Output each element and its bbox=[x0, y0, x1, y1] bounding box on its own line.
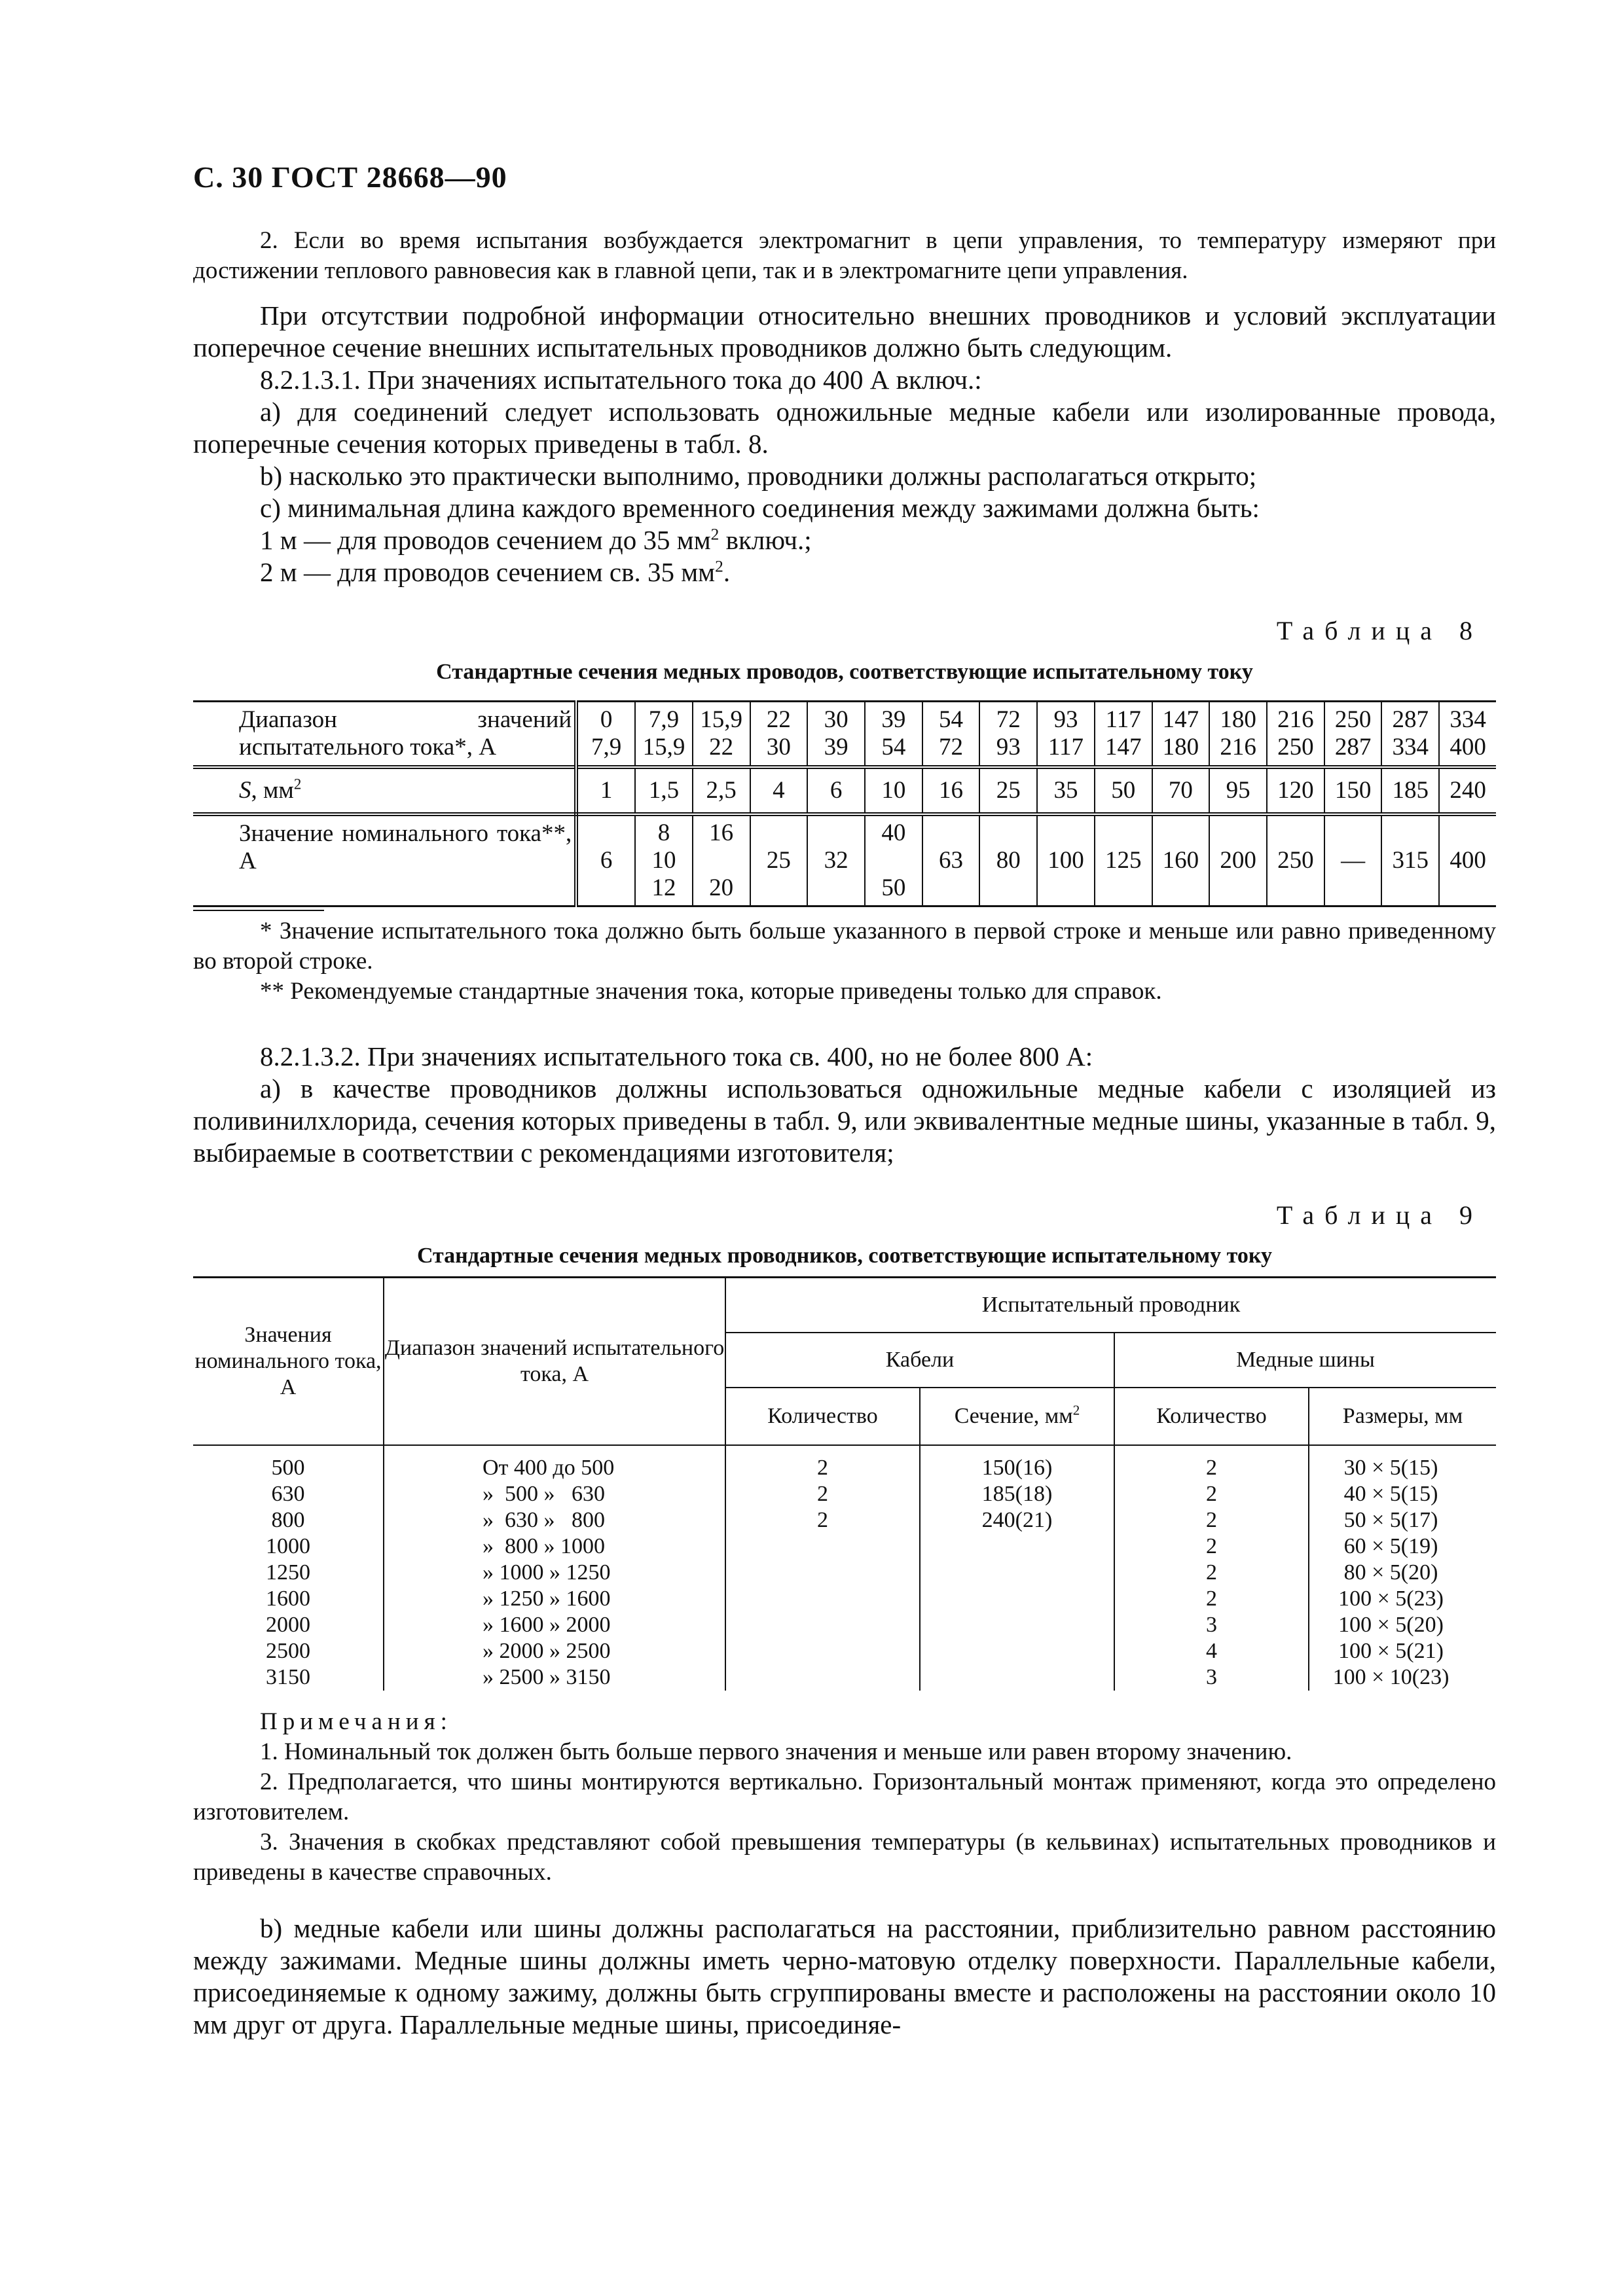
nominal-value: 63 bbox=[939, 847, 964, 874]
range-high: 39 bbox=[824, 734, 848, 761]
table8-section-cell: 1 bbox=[576, 767, 635, 814]
range-high: 147 bbox=[1104, 734, 1142, 761]
test-current-range: » 630 » 800 bbox=[483, 1508, 605, 1532]
nominal-value bbox=[696, 847, 747, 874]
range-high: 7,9 bbox=[591, 734, 622, 761]
table8-section-cell: 4 bbox=[750, 767, 808, 814]
table8-nominal-cell bbox=[693, 814, 750, 906]
table8-section-cell: 95 bbox=[1209, 767, 1267, 814]
nominal-value: 12 bbox=[651, 874, 676, 901]
table9-h-qty: Количество bbox=[725, 1388, 920, 1445]
s-unit-sup: 2 bbox=[293, 776, 302, 793]
bar-quantity: 4 bbox=[1206, 1639, 1217, 1663]
test-current-range: От 400 до 500 bbox=[483, 1456, 615, 1480]
cable-section bbox=[921, 1664, 1114, 1691]
c1-sup: 2 bbox=[710, 525, 720, 544]
table8-nominal-cell bbox=[807, 814, 865, 906]
range-low: 117 bbox=[1105, 706, 1141, 733]
table8-section-cell: 6 bbox=[807, 767, 865, 814]
range-high: 15,9 bbox=[642, 734, 685, 761]
cable-quantity bbox=[726, 1664, 919, 1691]
bar-size: 100 × 10(23) bbox=[1332, 1665, 1450, 1689]
table8-range-cell bbox=[865, 702, 922, 768]
test-current-range: » 2500 » 3150 bbox=[483, 1665, 611, 1689]
table8-nominal-cell bbox=[865, 814, 922, 906]
table8-section-cell: 25 bbox=[979, 767, 1037, 814]
cable-section bbox=[921, 1612, 1114, 1638]
nominal-value: 250 bbox=[1277, 847, 1314, 874]
nominal-current-value: 3150 bbox=[266, 1665, 310, 1689]
cable-quantity bbox=[726, 1534, 919, 1560]
table8-range-cell bbox=[1152, 702, 1210, 768]
cable-quantity: 2 bbox=[817, 1456, 828, 1480]
table8-nominal-cell bbox=[1381, 814, 1439, 906]
range-low: 147 bbox=[1162, 706, 1199, 733]
table9-col-bar-size bbox=[1309, 1445, 1496, 1691]
table8-section-cell: 1,5 bbox=[635, 767, 693, 814]
table9-h-size: Размеры, мм bbox=[1309, 1388, 1496, 1445]
cable-section bbox=[921, 1638, 1114, 1664]
table9-h-qty2: Количество bbox=[1114, 1388, 1309, 1445]
nominal-current-value: 500 bbox=[271, 1456, 305, 1480]
note-2-text: 2. Если во время испытания возбуждается электромагнит в цепи управления, то температуру измеряют при достижении теплового равновесия как в главной цепи, так и в электромагните цепи управления. bbox=[193, 227, 1496, 284]
nominal-current-value: 800 bbox=[271, 1508, 305, 1532]
table8-range-cell bbox=[635, 702, 693, 768]
table8-section-cell: 185 bbox=[1381, 767, 1439, 814]
note-1: 1. Номинальный ток должен быть больше первого значения и меньше или равен второму значению. bbox=[260, 1738, 1292, 1765]
table8-nominal-cell bbox=[1095, 814, 1152, 906]
nominal-current-value: 1000 bbox=[266, 1534, 310, 1558]
range-low: 15,9 bbox=[700, 706, 743, 733]
table-8 bbox=[193, 700, 1496, 907]
clause-item-b: b) насколько это практически выполнимо, проводники должны располагаться открыто; bbox=[260, 461, 1257, 491]
table9-h-range: Диапазон значений испытательного тока, А bbox=[384, 1278, 725, 1446]
nominal-current-value: 630 bbox=[271, 1482, 305, 1506]
cable-quantity bbox=[726, 1586, 919, 1612]
table9-col-range bbox=[384, 1445, 725, 1691]
table8-nominal-cell bbox=[1037, 814, 1095, 906]
range-low: 39 bbox=[881, 706, 906, 733]
cable-section: 185(18) bbox=[981, 1482, 1053, 1506]
nominal-value: 160 bbox=[1162, 847, 1199, 874]
nominal-value: 100 bbox=[1048, 847, 1084, 874]
table-9 bbox=[193, 1276, 1496, 1691]
bar-size: 50 × 5(17) bbox=[1343, 1508, 1438, 1532]
range-low: 250 bbox=[1334, 706, 1372, 733]
nominal-value: 6 bbox=[600, 847, 613, 874]
range-high: 400 bbox=[1450, 734, 1486, 761]
bar-quantity: 2 bbox=[1206, 1534, 1217, 1558]
table9-body bbox=[193, 1445, 1496, 1691]
cable-quantity bbox=[726, 1612, 919, 1638]
range-low: 180 bbox=[1220, 706, 1256, 733]
table9-title: Стандартные сечения медных проводников, соответствующие испытательному току bbox=[416, 1244, 1273, 1268]
table8-range-cell bbox=[750, 702, 808, 768]
cable-section bbox=[921, 1560, 1114, 1586]
nominal-value bbox=[868, 847, 919, 874]
test-current-range: » 500 » 630 bbox=[483, 1482, 605, 1506]
table8-range-cell bbox=[576, 702, 635, 768]
cable-quantity: 2 bbox=[817, 1508, 828, 1532]
cable-quantity: 2 bbox=[817, 1482, 828, 1506]
page-header: С. 30 ГОСТ 28668—90 bbox=[193, 160, 507, 194]
bar-size: 30 × 5(15) bbox=[1343, 1456, 1438, 1480]
bar-size: 60 × 5(19) bbox=[1343, 1534, 1438, 1558]
cable-section bbox=[921, 1586, 1114, 1612]
test-current-range: » 1600 » 2000 bbox=[483, 1613, 611, 1637]
table8-row2-label bbox=[193, 767, 576, 814]
footnote-rule bbox=[193, 910, 324, 911]
bar-size: 80 × 5(20) bbox=[1343, 1560, 1438, 1585]
clause-item-c2 bbox=[193, 556, 1496, 588]
nominal-value: 315 bbox=[1392, 847, 1429, 874]
table8-section-cell: 120 bbox=[1267, 767, 1324, 814]
bar-quantity: 2 bbox=[1206, 1587, 1217, 1611]
table8-caption: Таблица 8 bbox=[1276, 616, 1483, 645]
table8-section-cell: 150 bbox=[1324, 767, 1382, 814]
cable-section: 240(21) bbox=[981, 1508, 1053, 1532]
nominal-value: 20 bbox=[709, 874, 734, 901]
table8-range-cell bbox=[1095, 702, 1152, 768]
table8-row-nominal bbox=[193, 814, 1496, 906]
clause-8-2-1-3-2-a: а) в качестве проводников должны использоваться одножильные медные кабели с изоляцией из поливинилхлорида, сечения которых приведены в табл. 9, или эквивалентные медные шины, указанные в табл. 9, выбираемые в соответствии с рекомендациями изготовителя; bbox=[193, 1073, 1496, 1168]
table9-col-bar-qty bbox=[1114, 1445, 1309, 1691]
bar-quantity: 3 bbox=[1206, 1665, 1217, 1689]
table8-nominal-cell bbox=[1324, 814, 1382, 906]
note-2b: 2. Предполагается, что шины монтируются вертикально. Горизонтальный монтаж применяют, когда это определено изготовителем. bbox=[193, 1768, 1496, 1825]
table8-section-cell: 16 bbox=[922, 767, 980, 814]
clause-item-c1 bbox=[193, 524, 1496, 556]
s-symbol: S bbox=[239, 777, 251, 804]
range-low: 7,9 bbox=[648, 706, 680, 733]
table8-footnotes bbox=[193, 916, 1496, 1007]
range-low: 334 bbox=[1450, 706, 1486, 733]
range-high: 93 bbox=[996, 734, 1021, 761]
table9-h-section bbox=[920, 1388, 1114, 1445]
nominal-value: 125 bbox=[1104, 847, 1142, 874]
clause-8-2-1-3-1-title: 8.2.1.3.1. При значениях испытательного тока до 400 А включ.: bbox=[260, 365, 982, 395]
table8-range-cell bbox=[1209, 702, 1267, 768]
table8-range-cell bbox=[1381, 702, 1439, 768]
bar-size: 100 × 5(23) bbox=[1338, 1587, 1444, 1611]
final-paragraph-block bbox=[193, 1912, 1496, 2041]
table8-section-cell: 35 bbox=[1037, 767, 1095, 814]
note-3: 3. Значения в скобках представляют собой превышения температуры (в кельвинах) испытательных проводников и приведены в качестве справочных. bbox=[193, 1829, 1496, 1886]
clause-8-2-1-3-2 bbox=[193, 1041, 1496, 1169]
cable-section: 150(16) bbox=[981, 1456, 1053, 1480]
range-low: 72 bbox=[996, 706, 1021, 733]
nominal-value: — bbox=[1341, 847, 1366, 874]
table9-col-nominal bbox=[193, 1445, 384, 1691]
bar-size: 100 × 5(21) bbox=[1338, 1639, 1444, 1663]
clause-item-a: а) для соединений следует использовать одножильные медные кабели или изолированные провода, поперечные сечения которых приведены в табл. 8. bbox=[193, 397, 1496, 459]
notes-heading: Примечания: bbox=[260, 1708, 452, 1735]
table8-range-cell bbox=[979, 702, 1037, 768]
table8-range-cell bbox=[922, 702, 980, 768]
range-high: 334 bbox=[1392, 734, 1429, 761]
range-high: 180 bbox=[1162, 734, 1199, 761]
nominal-value: 50 bbox=[881, 874, 906, 901]
c1-text: 1 м — для проводов сечением до 35 мм bbox=[260, 525, 711, 555]
table8-footnote-2: ** Рекомендуемые стандартные значения тока, которые приведены только для справок. bbox=[260, 978, 1162, 1005]
c2-post: . bbox=[723, 557, 731, 587]
nominal-value: 32 bbox=[824, 847, 848, 874]
table8-row3-label: Значение номинального тока**, А bbox=[193, 814, 576, 906]
range-high: 216 bbox=[1220, 734, 1256, 761]
bar-quantity: 2 bbox=[1206, 1508, 1217, 1532]
range-low: 216 bbox=[1277, 706, 1314, 733]
table8-nominal-cell bbox=[1439, 814, 1496, 906]
range-low: 93 bbox=[1053, 706, 1078, 733]
s-unit: , мм bbox=[251, 777, 294, 804]
table9-col-cable-qty bbox=[725, 1445, 920, 1691]
table8-nominal-cell bbox=[1152, 814, 1210, 906]
test-current-range: » 2000 » 2500 bbox=[483, 1639, 611, 1663]
range-low: 287 bbox=[1392, 706, 1429, 733]
bar-size: 40 × 5(15) bbox=[1343, 1482, 1438, 1506]
nominal-value: 400 bbox=[1450, 847, 1486, 874]
table8-section-cell: 70 bbox=[1152, 767, 1210, 814]
cable-quantity bbox=[726, 1638, 919, 1664]
nominal-value: 200 bbox=[1220, 847, 1256, 874]
c1-post: включ.; bbox=[719, 525, 812, 555]
table9-col-cable-section bbox=[920, 1445, 1114, 1691]
table9-h-conductor: Испытательный проводник bbox=[725, 1278, 1496, 1333]
table8-nominal-cell bbox=[979, 814, 1037, 906]
table8-nominal-cell bbox=[1267, 814, 1324, 906]
table8-range-cell bbox=[1439, 702, 1496, 768]
table9-head-row1 bbox=[193, 1278, 1496, 1333]
table9-h-cables: Кабели bbox=[725, 1333, 1114, 1388]
table9-notes bbox=[193, 1707, 1496, 1888]
table9-h-bars: Медные шины bbox=[1114, 1333, 1496, 1388]
table8-section-cell: 240 bbox=[1439, 767, 1496, 814]
table8-section-cell: 2,5 bbox=[693, 767, 750, 814]
table8-title: Стандартные сечения медных проводов, соответствующие испытательному току bbox=[436, 660, 1253, 684]
cable-quantity bbox=[726, 1560, 919, 1586]
clause-item-c: с) минимальная длина каждого временного соединения между зажимами должна быть: bbox=[260, 493, 1260, 523]
intro-paragraph: При отсутствии подробной информации относительно внешних проводников и условий эксплуатации поперечное сечение внешних испытательных проводников должно быть следующим. bbox=[193, 300, 1496, 363]
cable-section bbox=[921, 1534, 1114, 1560]
bar-quantity: 2 bbox=[1206, 1482, 1217, 1506]
nominal-value: 16 bbox=[709, 819, 734, 846]
table8-section-cell: 50 bbox=[1095, 767, 1152, 814]
range-high: 250 bbox=[1277, 734, 1314, 761]
c2-text: 2 м — для проводов сечением св. 35 мм bbox=[260, 557, 716, 587]
table8-footnote-1: * Значение испытательного тока должно быть больше указанного в первой строке и меньше или равно приведенному во второй строке. bbox=[193, 918, 1496, 975]
range-high: 22 bbox=[709, 734, 734, 761]
bar-size: 100 × 5(20) bbox=[1338, 1613, 1444, 1637]
nominal-value: 40 bbox=[881, 819, 906, 846]
range-low: 0 bbox=[600, 706, 613, 733]
bar-quantity: 2 bbox=[1206, 1456, 1217, 1480]
nominal-value: 8 bbox=[657, 819, 670, 846]
bar-quantity: 3 bbox=[1206, 1613, 1217, 1637]
nominal-current-value: 1250 bbox=[266, 1560, 310, 1585]
table8-nominal-cell bbox=[1209, 814, 1267, 906]
table8-row1-label: Диапазон значений испытательного тока*, А bbox=[193, 702, 576, 768]
table8-section-cell: 10 bbox=[865, 767, 922, 814]
h-section-sup: 2 bbox=[1072, 1402, 1080, 1418]
bar-quantity: 2 bbox=[1206, 1560, 1217, 1585]
table8-range-cell bbox=[1037, 702, 1095, 768]
table8-nominal-cell bbox=[635, 814, 693, 906]
nominal-current-value: 2500 bbox=[266, 1639, 310, 1663]
range-high: 30 bbox=[766, 734, 791, 761]
table9-caption: Таблица 9 bbox=[1276, 1200, 1483, 1230]
table8-nominal-cell bbox=[576, 814, 635, 906]
range-high: 72 bbox=[939, 734, 964, 761]
range-low: 54 bbox=[939, 706, 964, 733]
note-2 bbox=[193, 226, 1496, 286]
range-high: 287 bbox=[1334, 734, 1372, 761]
table9-h-nominal: Значения номинального тока, А bbox=[193, 1278, 384, 1446]
test-current-range: » 1000 » 1250 bbox=[483, 1560, 611, 1585]
table8-row-sections bbox=[193, 767, 1496, 814]
test-current-range: » 800 » 1000 bbox=[483, 1534, 605, 1558]
nominal-value: 25 bbox=[766, 847, 791, 874]
final-paragraph-b: b) медные кабели или шины должны располагаться на расстоянии, приблизительно равном расстоянию между зажимами. Медные шины должны иметь черно-матовую отделку поверхности. Параллельные кабели, присоединяемые к одному зажиму, должны быть сгруппированы вместе и расположены на расстоянии около 10 мм друг от друга. Параллельные медные шины, присоединяе- bbox=[193, 1913, 1496, 2039]
range-low: 22 bbox=[766, 706, 791, 733]
nominal-value: 80 bbox=[996, 847, 1021, 874]
c2-sup: 2 bbox=[715, 557, 723, 576]
table8-nominal-cell bbox=[922, 814, 980, 906]
clause-8-2-1-3-2-title: 8.2.1.3.2. При значениях испытательного тока св. 400, но не более 800 А: bbox=[260, 1041, 1093, 1071]
range-high: 54 bbox=[881, 734, 906, 761]
nominal-value: 10 bbox=[651, 847, 676, 874]
nominal-current-value: 1600 bbox=[266, 1587, 310, 1611]
nominal-current-value: 2000 bbox=[266, 1613, 310, 1637]
table8-range-cell bbox=[807, 702, 865, 768]
table8-row-ranges bbox=[193, 702, 1496, 768]
table8-range-cell bbox=[693, 702, 750, 768]
table8-range-cell bbox=[1324, 702, 1382, 768]
table8-range-cell bbox=[1267, 702, 1324, 768]
table8-nominal-cell bbox=[750, 814, 808, 906]
h-section-text: Сечение, мм bbox=[954, 1404, 1073, 1428]
test-current-range: » 1250 » 1600 bbox=[483, 1587, 611, 1611]
intro-block bbox=[193, 300, 1496, 588]
range-high: 117 bbox=[1048, 734, 1084, 761]
range-low: 30 bbox=[824, 706, 848, 733]
